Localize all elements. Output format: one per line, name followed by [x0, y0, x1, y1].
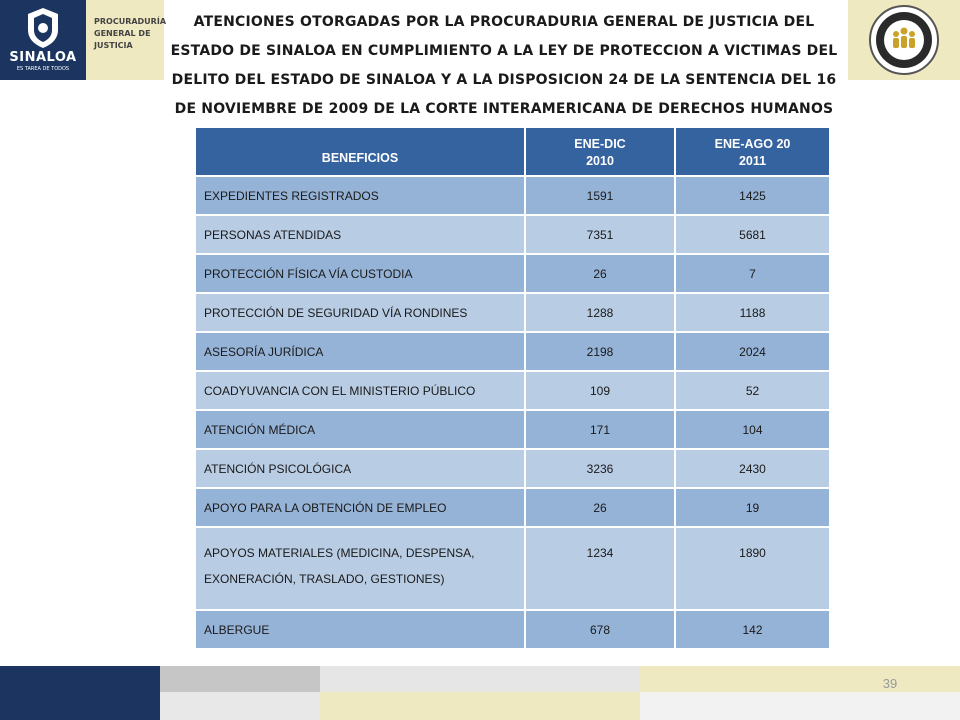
table-row — [195, 488, 830, 527]
row-value-2010: 26 — [525, 254, 675, 293]
footer-navy-block — [0, 666, 160, 720]
table-row — [195, 293, 830, 332]
header-period-2011-line1: ENE-AGO 20 — [714, 137, 791, 151]
row-value-2011: 104 — [675, 410, 830, 449]
row-value-2011: 19 — [675, 488, 830, 527]
row-label: EXPEDIENTES REGISTRADOS — [195, 176, 525, 215]
row-label-line1: APOYOS MATERIALES (MEDICINA, DESPENSA, — [204, 546, 475, 560]
row-value-2010: 26 — [525, 488, 675, 527]
agency-name-line: GENERAL DE — [94, 29, 151, 38]
row-value-2010: 678 — [525, 610, 675, 649]
table-row — [195, 176, 830, 215]
table-row — [195, 371, 830, 410]
agency-name-line: JUSTICIA — [94, 41, 133, 50]
logo-tagline: ES TAREA DE TODOS — [16, 66, 70, 72]
row-value-2010: 2198 — [525, 332, 675, 371]
header-period-2011-line2: 2011 — [738, 154, 767, 168]
footer-block — [640, 692, 960, 720]
row-value-2011: 1425 — [675, 176, 830, 215]
row-value-2011: 2024 — [675, 332, 830, 371]
row-value-2010: 1234 — [525, 527, 675, 610]
row-value-2011: 1188 — [675, 293, 830, 332]
row-value-2011: 2430 — [675, 449, 830, 488]
page-title: ATENCIONES OTORGADAS POR LA PROCURADURIA GENERAL DE JUSTICIA DEL ESTADO DE SINALOA EN CUMPLIMIENTO A LA LEY DE PROTECCION A VICTIMAS DEL DELITO DEL ESTADO DE SINALOA Y A LA DISPOSICION 24 DE LA SENTENCIA DEL 16 DE NOVIEMBRE DE 2009 DE LA CORTE INTERAMERICANA DE DERECHOS HUMANOS — [170, 14, 838, 117]
sinaloa-logo — [0, 0, 86, 80]
row-value-2010: 171 — [525, 410, 675, 449]
row-label: ASESORÍA JURÍDICA — [195, 332, 525, 371]
row-label: ALBERGUE — [195, 610, 525, 649]
row-label: PROTECCIÓN FÍSICA VÍA CUSTODIA — [195, 254, 525, 293]
row-label: PERSONAS ATENDIDAS — [195, 215, 525, 254]
page-number: 39 — [882, 676, 898, 691]
footer-block — [320, 692, 640, 720]
agency-name — [94, 16, 166, 52]
header-period-2010-line1: ENE-DIC — [574, 137, 626, 151]
state-seal-icon — [18, 6, 68, 50]
row-label: APOYO PARA LA OBTENCIÓN DE EMPLEO — [195, 488, 525, 527]
agency-name-line: PROCURADURÍA — [94, 17, 167, 26]
footer-block — [160, 692, 320, 720]
row-label: PROTECCIÓN DE SEGURIDAD VÍA RONDINES — [195, 293, 525, 332]
benefits-table — [194, 126, 831, 650]
header-benefits: BENEFICIOS — [195, 127, 525, 176]
row-label — [195, 527, 525, 610]
row-value-2011: 7 — [675, 254, 830, 293]
logo-state-name: SINALOA — [9, 50, 77, 65]
footer-block — [160, 666, 320, 692]
header-period-2011 — [675, 127, 830, 176]
table-row — [195, 254, 830, 293]
row-value-2010: 1288 — [525, 293, 675, 332]
footer-block — [640, 666, 960, 692]
table-row — [195, 332, 830, 371]
row-value-2010: 3236 — [525, 449, 675, 488]
row-label: ATENCIÓN MÉDICA — [195, 410, 525, 449]
row-label-line2: EXONERACIÓN, TRASLADO, GESTIONES) — [204, 572, 445, 586]
header-period-2010-line2: 2010 — [586, 154, 614, 168]
table-header-row — [195, 127, 830, 176]
table-row — [195, 527, 830, 610]
row-label: ATENCIÓN PSICOLÓGICA — [195, 449, 525, 488]
row-value-2011: 5681 — [675, 215, 830, 254]
table-row — [195, 215, 830, 254]
table-row — [195, 610, 830, 649]
row-value-2010: 7351 — [525, 215, 675, 254]
row-value-2011: 142 — [675, 610, 830, 649]
row-value-2011: 1890 — [675, 527, 830, 610]
table-row — [195, 449, 830, 488]
row-value-2010: 109 — [525, 371, 675, 410]
row-value-2010: 1591 — [525, 176, 675, 215]
row-value-2011: 52 — [675, 371, 830, 410]
footer-block — [320, 666, 640, 692]
row-label: COADYUVANCIA CON EL MINISTERIO PÚBLICO — [195, 371, 525, 410]
header-period-2010 — [525, 127, 675, 176]
table-row — [195, 410, 830, 449]
victims-seal-icon — [868, 4, 940, 76]
